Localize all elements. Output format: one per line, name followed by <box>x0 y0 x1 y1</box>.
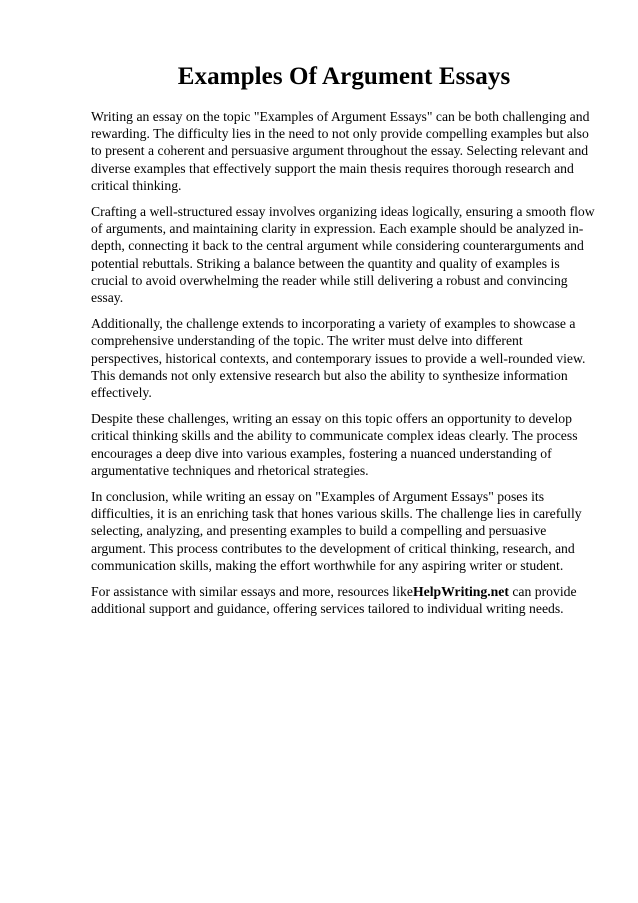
paragraph-2: Crafting a well-structured essay involves organizing ideas logically, ensuring a smooth flow of arguments, and maintaining clarity in expression. Each example should be analyzed in-depth, connecting it back to the central argument while considering counterarguments and potential rebuttals. Striking a balance between the quantity and quality of examples is crucial to avoid overwhelming the reader while still delivering a robust and convincing essay. <box>91 204 595 306</box>
paragraph-4: Despite these challenges, writing an essay on this topic offers an opportunity to develop critical thinking skills and the ability to communicate complex ideas clearly. The process encourages a deep dive into various examples, fostering a nuanced understanding of argumentative techniques and rhetorical strategies. <box>91 411 578 478</box>
document-title: Examples Of Argument Essays <box>177 63 511 90</box>
helpwriting-link[interactable]: HelpWriting.net <box>412 584 509 600</box>
closing-paragraph <box>91 583 597 617</box>
closing-text-before: For assistance with similar essays and more, resources like <box>91 584 413 600</box>
closing-text-after: can provide additional support and guidance, offering services tailored to individual writing needs. <box>91 584 577 617</box>
paragraph-3: Additionally, the challenge extends to incorporating a variety of examples to showcase a comprehensive understanding of the topic. The writer must delve into different perspectives, historical contexts, and contemporary issues to provide a well-rounded view. This demands not only extensive research but also the ability to synthesize information effectively. <box>91 316 586 401</box>
paragraph-1: Writing an essay on the topic "Examples of Argument Essays" can be both challenging and rewarding. The difficulty lies in the need to not only provide compelling examples but also to present a coherent and persuasive argument throughout the essay. Selecting relevant and diverse examples that effectively support the main thesis requires thorough research and critical thinking. <box>91 109 590 193</box>
document-body <box>91 60 597 626</box>
paragraph-5: In conclusion, while writing an essay on "Examples of Argument Essays" poses its difficulties, it is an enriching task that hones various skills. The challenge lies in carefully selecting, analyzing, and presenting examples to build a compelling and persuasive argument. This process contributes to the development of critical thinking, research, and communication skills, making the effort worthwhile for any aspiring writer or student. <box>91 489 582 573</box>
